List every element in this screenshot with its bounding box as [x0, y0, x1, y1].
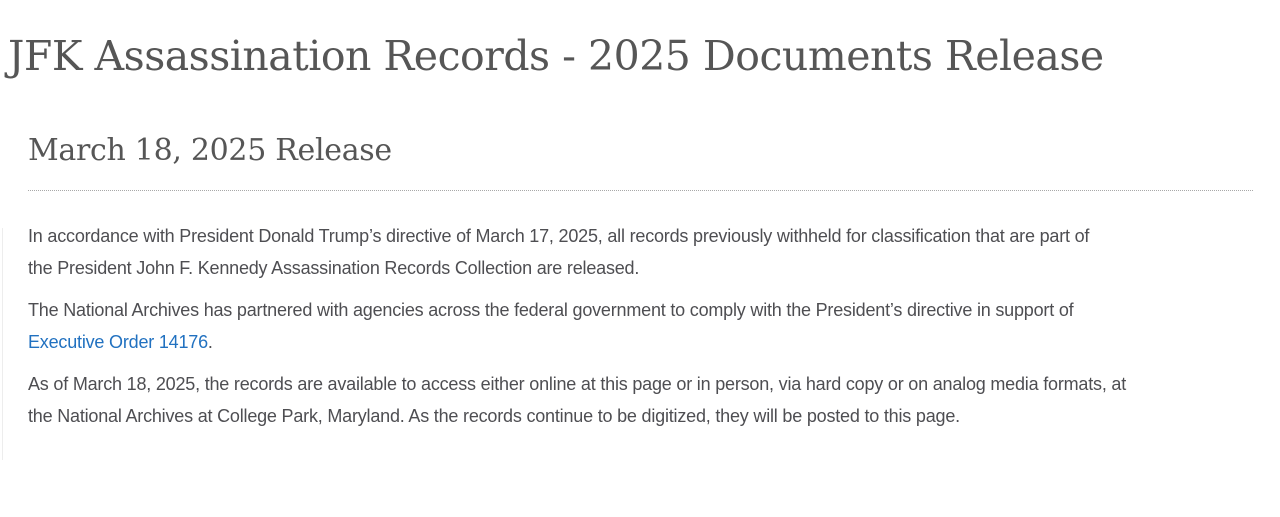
release-section: [28, 133, 1253, 432]
jfk-records-page: [0, 32, 1280, 517]
paragraph-line: As of March 18, 2025, the records are available to access either online at this page or in person, via hard copy or on analog media formats, at: [28, 374, 1127, 394]
page-left-edge-line: [2, 228, 3, 460]
paragraph-line: the President John F. Kennedy Assassination Records Collection are released.: [28, 258, 640, 278]
section-heading: March 18, 2025 Release: [28, 133, 392, 168]
executive-order-link[interactable]: Executive Order 14176: [28, 332, 208, 352]
dotted-divider: [28, 190, 1253, 191]
paragraph-line: The National Archives has partnered with agencies across the federal government to comply with the President’s directive in support of: [28, 300, 1074, 320]
paragraph-line: In accordance with President Donald Trump’s directive of March 17, 2025, all records previously withheld for classification that are part of: [28, 226, 1090, 246]
paragraph-partnership: [28, 294, 1253, 358]
paragraph-directive: [28, 220, 1253, 284]
paragraph-line-after-link: .: [207, 332, 213, 352]
paragraph-line: the National Archives at College Park, Maryland. As the records continue to be digitized, they will be posted to this page.: [28, 406, 960, 426]
page-title: JFK Assassination Records - 2025 Documents Release: [8, 32, 1104, 80]
paragraph-availability: [28, 368, 1253, 432]
